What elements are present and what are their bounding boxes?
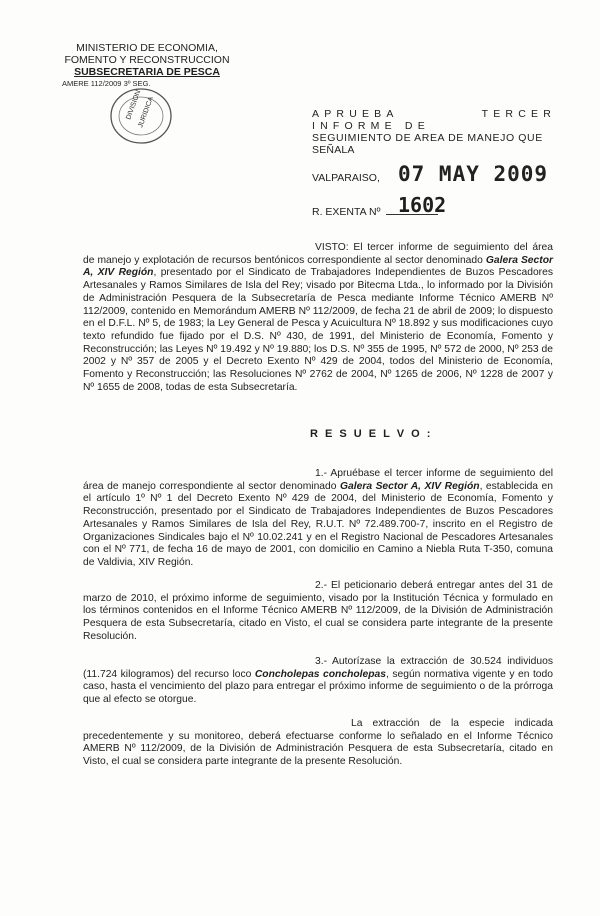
visto-text-2: , presentado por el Sindicato de Trabajadores Independientes de Buzos Pescadores Artesanales y Ramos Similares de Isla del Rey; visado por Bitecma Ltda., lo informado por la División de Administración Pesquera de la Subsecretaría de Pesca mediante Informe Técnico AMERB Nº 112/2009, contenido en Memorándum AMERB Nº 112/2009, de fecha 21 de abril de 2009; lo dispuesto en el D.F.L. Nº 5, de 1983; la Ley General de Pesca y Acuicultura Nº 18.892 y sus modificaciones cuyo texto refundido fue fijado por el D.S. Nº 430, de 1991, del Ministerio de Economía, Fomento y Reconstrucción; las Leyes Nº 19.492 y Nº 19.880; los D.S. Nº 355 de 1995, Nº 572 de 2000, Nº 253 de 2002 y Nº 357 de 2005 y el Decreto Exento Nº 429 de 2004, todos del Ministerio de Economía, Fomento y Reconstrucción; las Resoluciones Nº 2762 de 2004, Nº 1265 de 2006, Nº 1228 de 2007 y Nº 1655 de 2008, todas de esta Subsecretaría. [83,267,553,393]
resolution-item-1 [83,468,553,570]
item-2-text: 2.- El peticionario deberá entregar antes del 31 de marzo de 2010, el próximo informe de seguimiento, visado por la Institución Técnica y formulado en los términos contenidos en el Informe Técnico AMERB Nº 112/2009, de la División de Administración Pesquera de esta Subsecretaría, citado en Visto, el cual se considera parte integrante de la presente Resolución. [83,580,553,642]
division-juridica-stamp [108,86,174,146]
item-3-species: Concholepas concholepas [254,668,386,680]
stamp-line-1: DIVISION [125,89,143,121]
stamp-line-2: JURIDICA [137,95,155,129]
date-stamp: 07 MAY 2009 [398,162,549,186]
header-line-1: MINISTERIO DE ECONOMIA, [76,42,218,54]
exenta-label: R. EXENTA Nº [312,206,381,218]
item-1-text: , establecida en el artículo 1º Nº 1 del Decreto Exento Nº 429 de 2004, del Ministerio de Economía, Fomento y Reconstrucción, presentado por el Sindicato de Trabajadores Independientes de Buzos Pescadores Artesanales y Ramos Similares de Isla del Rey, R.U.T. Nº 72.489.700-7, inscrito en el Registro de Organizaciones Sindicales bajo el Nº 10.02.241 y en el Registro Nacional de Pescadores Artesanales con el Nº 771, de fecha 16 de mayo de 2001, con domicilio en Camino a Niebla Ruta T-350, comuna de Valdivia, XIV Región. [83,480,553,568]
visto-paragraph [83,242,553,394]
visto-area-name: Galera Sector A, XIV Región [83,254,553,279]
header-line-3: SUBSECRETARIA DE PESCA [74,66,220,78]
resolution-item-2 [83,580,553,644]
resuelvo-heading: R E S U E L V O : [310,428,433,440]
subject-line-3: SEÑALA [312,144,355,156]
resolution-paragraph-4 [83,718,553,769]
item-3-text: , según normativa vigente y en todo caso, hasta el vencimiento del plazo para entregar el próximo informe de seguimiento o de la prórroga que al efecto se otorgue. [83,668,553,706]
place-label: VALPARAISO, [312,172,380,184]
subject-line-2: SEGUIMIENTO DE AREA DE MANEJO QUE [312,132,543,144]
paragraph-4-text: La extracción de la especie indicada precedentemente y su monitoreo, deberá efectuarse conforme lo señalado en el Informe Técnico AMERB Nº 112/2009, de la División de Administración Pesquera de esta Subsecretaría, citado en Visto, el cual se considera parte integrante de la presente Resolución. [83,718,553,768]
exenta-number: 1602 [398,193,447,217]
header-line-2: FOMENTO Y RECONSTRUCCION [64,54,230,66]
resolution-item-3 [83,656,553,707]
ministry-header [56,42,238,90]
item-1-lead: 1.- Apruébase el tercer informe de seguimiento del área de manejo correspondiente al sector denominado [83,468,553,492]
subject-block [312,108,556,156]
header-line-4: AMERE 112/2009 3º SEG. [62,79,151,88]
subject-line-1: APRUEBA TERCER INFORME DE [312,108,556,132]
item-3-lead: 3.- Autorízase la extracción de 30.524 individuos (11.724 kilogramos) del recurso loco [83,656,553,680]
visto-lead: VISTO: [315,242,349,253]
item-1-area-name: Galera Sector A, XIV Región [340,480,480,492]
visto-text-1: El tercer informe de seguimiento del área de manejo y explotación de recursos bentónicos correspondiente al sector denominado [83,242,553,266]
